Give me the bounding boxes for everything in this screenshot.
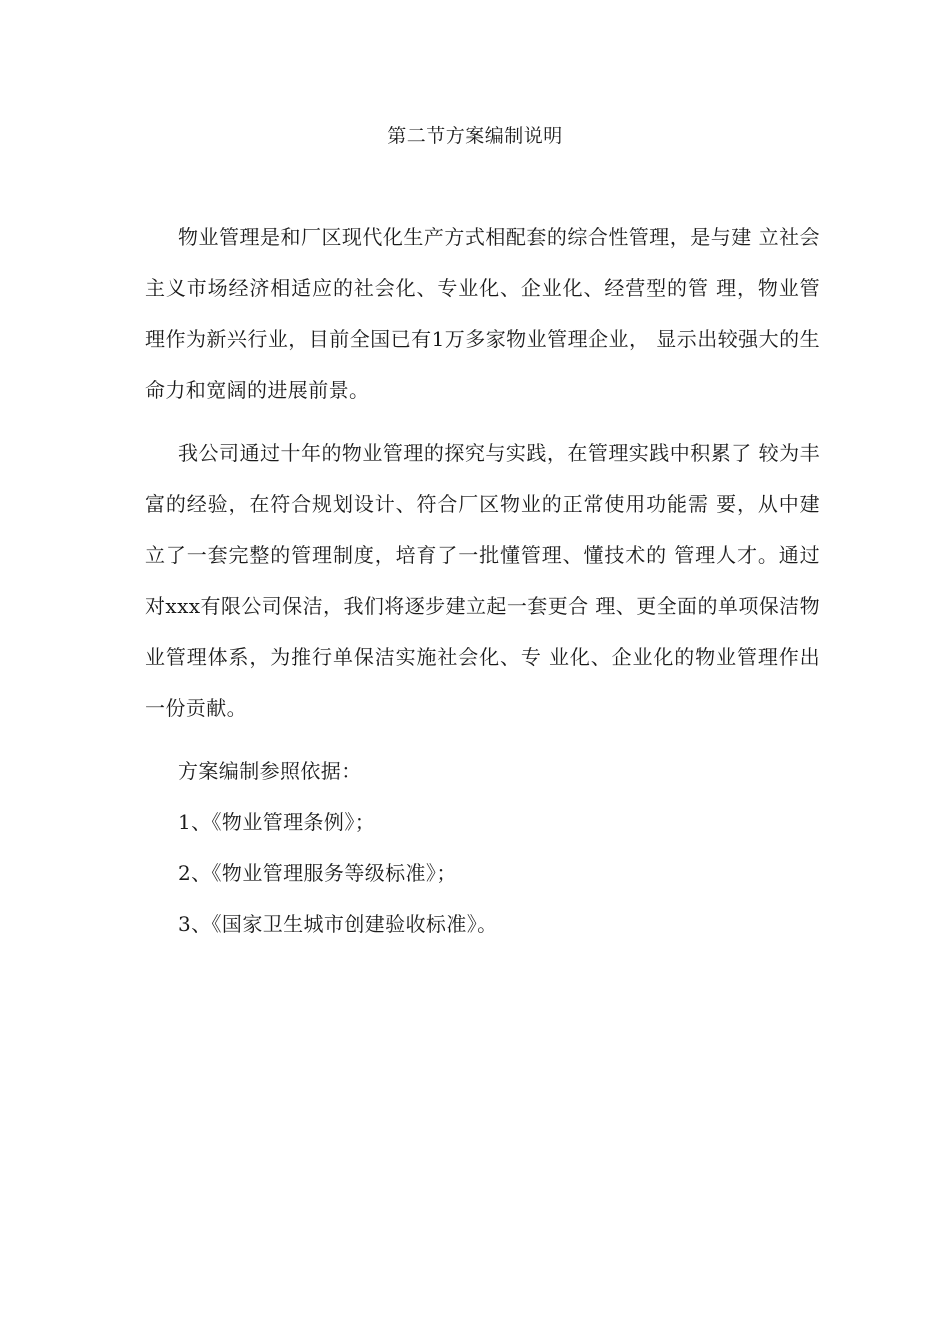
section-title: 第二节方案编制说明 [387,125,563,147]
document-body [145,212,820,950]
reference-item: 2、《物业管理服务等级标准》； [178,861,457,885]
paragraph-company-experience: 我公司通过十年的物业管理的探究与实践，在管理实践中积累了 较为丰富的经验，在符合规划设计、符合厂区物业的正常使用功能需 要，从中建立了一套完整的管理制度，培育了一批懂管理、懂技术的 管理人才。通过对xxx有限公司保洁，我们将逐步建立起一套更合 理、更全面的单项保洁物业管理体系，为推行单保洁实施社会化、专 业化、企业化的物业管理作出一份贡献。 [145,441,820,720]
paragraph-intro: 物业管理是和厂区现代化生产方式相配套的综合性管理，是与建 立社会主义市场经济相适应的社会化、专业化、企业化、经营型的管 理，物业管理作为新兴行业，目前全国已有1万多家物业管理企业， 显示出较强大的生命力和宽阔的进展前景。 [145,225,820,402]
reference-item: 3、《国家卫生城市创建验收标准》。 [178,912,498,936]
reference-item: 1、《物业管理条例》； [178,810,376,834]
paragraph-reference-heading: 方案编制参照依据： [178,759,362,783]
